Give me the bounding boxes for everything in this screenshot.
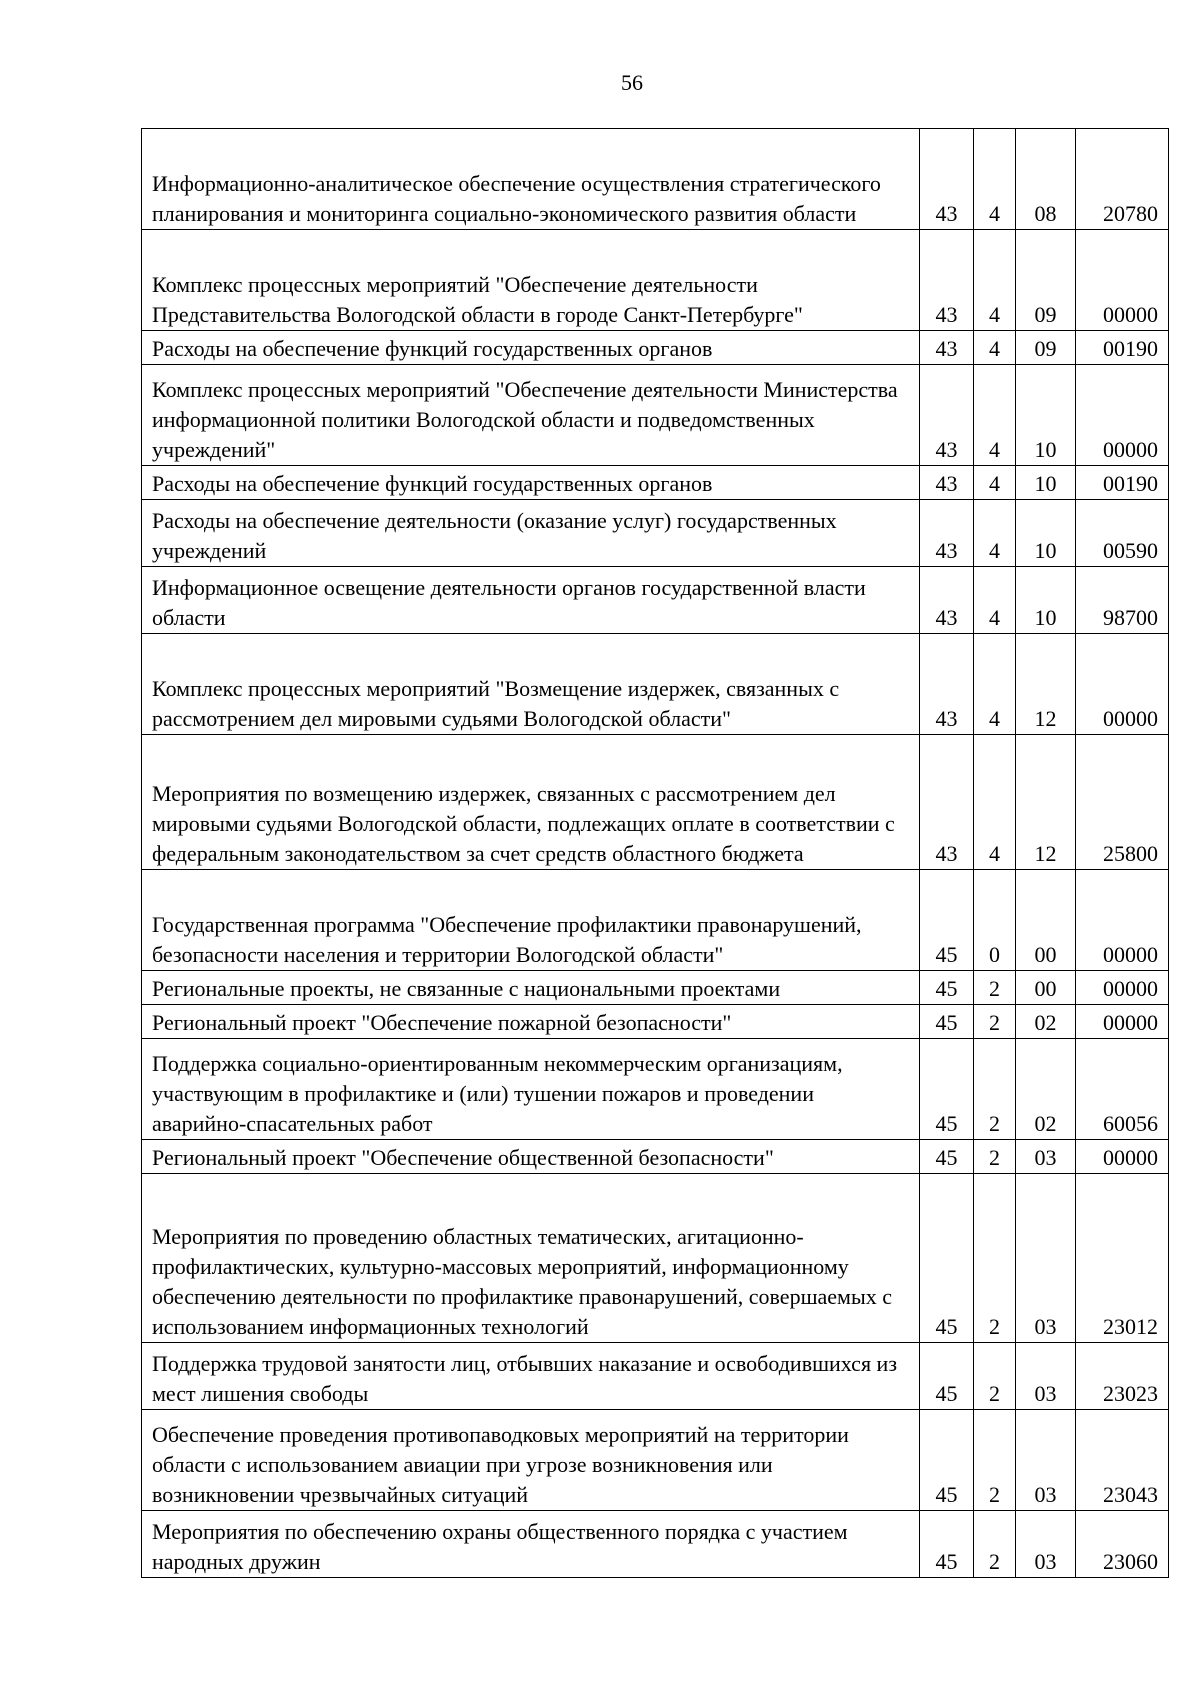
row-code-1: 45 [920, 1410, 974, 1511]
row-code-4: 23023 [1076, 1343, 1169, 1410]
row-code-1: 43 [920, 365, 974, 466]
row-code-1: 45 [920, 1174, 974, 1343]
table-row [142, 500, 1169, 567]
row-code-3: 09 [1016, 230, 1076, 331]
row-name: Обеспечение проведения противопаводковых мероприятий на территории области с использованием авиации при угрозе возникновения или возникновении чрезвычайных ситуаций [142, 1410, 920, 1511]
row-code-4: 00000 [1076, 230, 1169, 331]
row-code-3: 03 [1016, 1140, 1076, 1174]
row-code-2: 4 [974, 230, 1016, 331]
table-row [142, 870, 1169, 971]
row-code-2: 4 [974, 129, 1016, 230]
row-name: Мероприятия по обеспечению охраны общественного порядка с участием народных дружин [142, 1511, 920, 1578]
row-code-3: 00 [1016, 971, 1076, 1005]
row-code-3: 02 [1016, 1039, 1076, 1140]
row-code-1: 43 [920, 500, 974, 567]
row-code-3: 10 [1016, 567, 1076, 634]
row-code-1: 43 [920, 735, 974, 870]
row-code-4: 00000 [1076, 634, 1169, 735]
row-code-4: 23060 [1076, 1511, 1169, 1578]
row-code-1: 45 [920, 1511, 974, 1578]
table-row [142, 634, 1169, 735]
row-name: Поддержка трудовой занятости лиц, отбывших наказание и освободившихся из мест лишения свободы [142, 1343, 920, 1410]
row-name: Поддержка социально-ориентированным некоммерческим организациям, участвующим в профилактике и (или) тушении пожаров и проведении аварийно-спасательных работ [142, 1039, 920, 1140]
row-code-2: 4 [974, 331, 1016, 365]
row-code-4: 00000 [1076, 365, 1169, 466]
row-code-3: 03 [1016, 1174, 1076, 1343]
row-code-3: 10 [1016, 365, 1076, 466]
row-code-4: 20780 [1076, 129, 1169, 230]
row-name: Расходы на обеспечение функций государственных органов [142, 466, 920, 500]
row-code-2: 4 [974, 365, 1016, 466]
table-row [142, 1140, 1169, 1174]
row-code-3: 03 [1016, 1410, 1076, 1511]
table-row [142, 1005, 1169, 1039]
row-code-2: 2 [974, 1511, 1016, 1578]
row-code-1: 45 [920, 1343, 974, 1410]
row-name: Государственная программа "Обеспечение профилактики правонарушений, безопасности населения и территории Вологодской области" [142, 870, 920, 971]
row-code-1: 43 [920, 230, 974, 331]
row-code-3: 10 [1016, 500, 1076, 567]
row-code-3: 02 [1016, 1005, 1076, 1039]
row-code-1: 45 [920, 1005, 974, 1039]
row-code-2: 4 [974, 634, 1016, 735]
table-row [142, 735, 1169, 870]
row-name: Комплекс процессных мероприятий "Обеспечение деятельности Министерства информационной политики Вологодской области и подведомственных учреждений" [142, 365, 920, 466]
row-name: Мероприятия по возмещению издержек, связанных с рассмотрением дел мировыми судьями Вологодской области, подлежащих оплате в соответствии с федеральным законодательством за счет средств областного бюджета [142, 735, 920, 870]
table-row [142, 971, 1169, 1005]
row-code-3: 12 [1016, 634, 1076, 735]
row-name: Расходы на обеспечение функций государственных органов [142, 331, 920, 365]
row-code-2: 2 [974, 1343, 1016, 1410]
row-code-2: 4 [974, 567, 1016, 634]
row-code-4: 00190 [1076, 331, 1169, 365]
table-row [142, 230, 1169, 331]
page-number: 56 [621, 70, 643, 95]
table-row [142, 1174, 1169, 1343]
row-code-2: 4 [974, 466, 1016, 500]
table-row [142, 331, 1169, 365]
row-code-2: 2 [974, 1410, 1016, 1511]
row-code-3: 03 [1016, 1343, 1076, 1410]
row-code-2: 2 [974, 1005, 1016, 1039]
row-code-1: 43 [920, 129, 974, 230]
row-code-1: 43 [920, 634, 974, 735]
budget-classification-table [141, 128, 1169, 1578]
table-row [142, 1511, 1169, 1578]
row-code-3: 08 [1016, 129, 1076, 230]
row-name: Региональный проект "Обеспечение пожарной безопасности" [142, 1005, 920, 1039]
row-code-4: 60056 [1076, 1039, 1169, 1140]
row-code-2: 2 [974, 971, 1016, 1005]
row-code-1: 45 [920, 870, 974, 971]
row-code-2: 4 [974, 500, 1016, 567]
row-code-4: 23012 [1076, 1174, 1169, 1343]
table-row [142, 1039, 1169, 1140]
table-row [142, 466, 1169, 500]
row-name: Информационное освещение деятельности органов государственной власти области [142, 567, 920, 634]
row-code-1: 43 [920, 567, 974, 634]
row-code-2: 2 [974, 1174, 1016, 1343]
row-name: Информационно-аналитическое обеспечение осуществления стратегического планирования и мониторинга социально-экономического развития области [142, 129, 920, 230]
row-name: Расходы на обеспечение деятельности (оказание услуг) государственных учреждений [142, 500, 920, 567]
row-name: Комплекс процессных мероприятий "Возмещение издержек, связанных с рассмотрением дел мировыми судьями Вологодской области" [142, 634, 920, 735]
table-row [142, 1410, 1169, 1511]
row-name: Комплекс процессных мероприятий "Обеспечение деятельности Представительства Вологодской области в городе Санкт-Петербурге" [142, 230, 920, 331]
row-code-1: 45 [920, 971, 974, 1005]
row-name: Мероприятия по проведению областных тематических, агитационно-профилактических, культурно-массовых мероприятий, информационному обеспечению деятельности по профилактике правонарушений, совершаемых с использованием информационных технологий [142, 1174, 920, 1343]
row-code-4: 25800 [1076, 735, 1169, 870]
row-code-1: 43 [920, 331, 974, 365]
row-code-4: 23043 [1076, 1410, 1169, 1511]
row-code-4: 00000 [1076, 971, 1169, 1005]
row-code-3: 00 [1016, 870, 1076, 971]
row-code-1: 45 [920, 1140, 974, 1174]
row-code-2: 2 [974, 1140, 1016, 1174]
row-name: Региональные проекты, не связанные с национальными проектами [142, 971, 920, 1005]
row-code-4: 00000 [1076, 1140, 1169, 1174]
row-code-4: 00590 [1076, 500, 1169, 567]
row-code-1: 43 [920, 466, 974, 500]
row-code-4: 00000 [1076, 870, 1169, 971]
table-row [142, 129, 1169, 230]
row-code-2: 2 [974, 1039, 1016, 1140]
row-code-3: 09 [1016, 331, 1076, 365]
row-code-4: 98700 [1076, 567, 1169, 634]
row-code-4: 00190 [1076, 466, 1169, 500]
table-row [142, 365, 1169, 466]
row-name: Региональный проект "Обеспечение общественной безопасности" [142, 1140, 920, 1174]
table-row [142, 1343, 1169, 1410]
row-code-4: 00000 [1076, 1005, 1169, 1039]
row-code-1: 45 [920, 1039, 974, 1140]
row-code-3: 03 [1016, 1511, 1076, 1578]
row-code-3: 10 [1016, 466, 1076, 500]
row-code-3: 12 [1016, 735, 1076, 870]
row-code-2: 4 [974, 735, 1016, 870]
row-code-2: 0 [974, 870, 1016, 971]
table-row [142, 567, 1169, 634]
